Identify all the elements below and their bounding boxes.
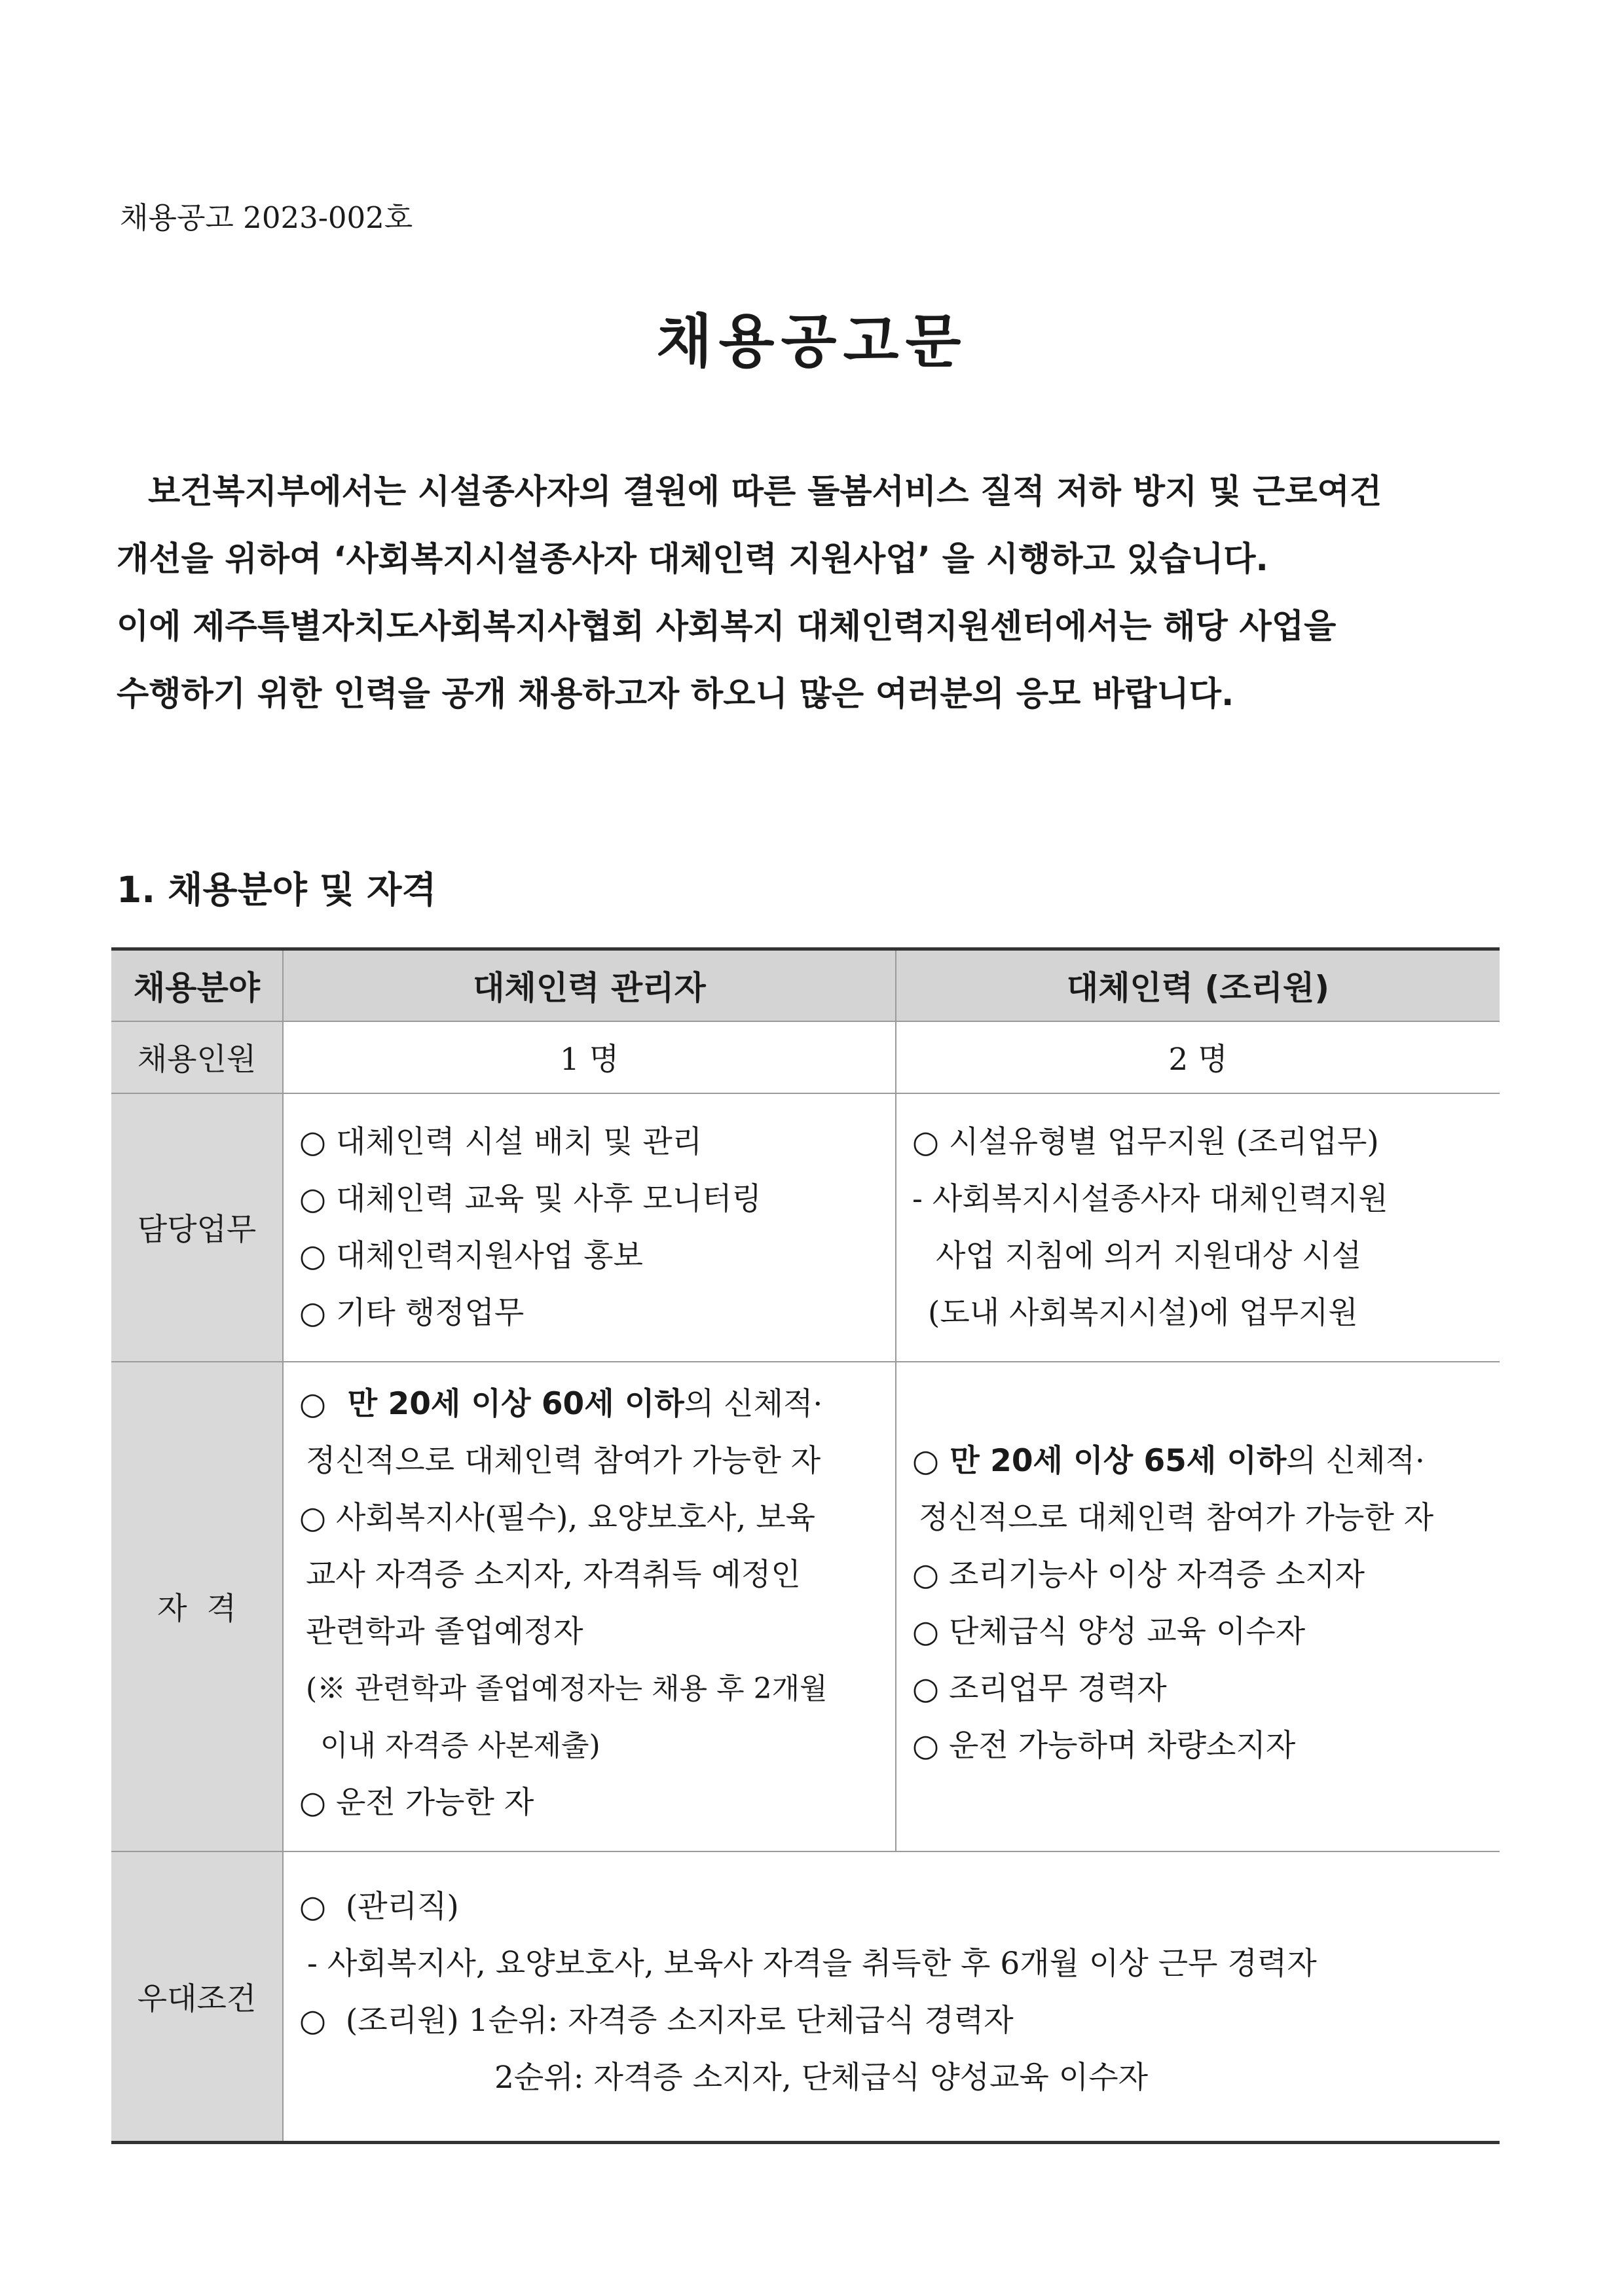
list-item: ○ 대체인력지원사업 홍보 — [299, 1237, 643, 1274]
list-item: ○ 조리기능사 이상 자격증 소지자 — [912, 1556, 1365, 1593]
age-requirement: 만 20세 이상 60세 이하 — [347, 1385, 684, 1422]
notice-number: 채용공고 2023-002호 — [120, 200, 413, 235]
intro-line: 개선을 위하여 ‘사회복지시설종사자 대체인력 지원사업’ 을 시행하고 있습니다. — [117, 540, 1268, 579]
intro-line: 수행하기 위한 인력을 공개 채용하고자 하오니 많은 여러분의 응모 바랍니다. — [117, 675, 1234, 714]
list-item: 2순위: 자격증 소지자, 단체급식 양성교육 이수자 — [494, 2059, 1149, 2096]
list-item: 이내 자격증 사본제출) — [320, 1728, 600, 1762]
list-item: ○ 운전 가능하며 차량소지자 — [912, 1727, 1296, 1764]
intro-paragraph — [117, 458, 1544, 728]
list-item: 정신적으로 대체인력 참여가 가능한 자 — [919, 1499, 1434, 1536]
list-item: - 사회복지사, 요양보호사, 보육사 자격을 취득한 후 6개월 이상 근무 경력자 — [307, 1945, 1317, 1982]
section-title: 1. 채용분야 및 자격 — [117, 869, 437, 911]
recruit-table — [111, 947, 1500, 2144]
headcount-manager: 1 명 — [283, 1021, 896, 1093]
qualification-label: 자 격 — [111, 1362, 283, 1851]
intro-line: 보건복지부에서는 시설종사자의 결원에 따른 돌봄서비스 질적 저하 방지 및 근로여건 — [148, 473, 1382, 511]
duties-cook — [896, 1093, 1500, 1362]
page-title: 채용공고문 — [656, 308, 968, 375]
list-item: 사업 지침에 의거 지원대상 시설 — [936, 1237, 1361, 1274]
header-field-label: 채용분야 — [111, 949, 283, 1021]
duties-manager — [283, 1093, 896, 1362]
list-item-text: 의 신체적· — [684, 1385, 823, 1422]
preference-label: 우대조건 — [111, 1851, 283, 2143]
list-item — [912, 1432, 1500, 1489]
list-item: ○ (관리직) — [299, 1888, 459, 1925]
list-item: ○ 조리업무 경력자 — [912, 1670, 1167, 1707]
qualification-cook — [896, 1362, 1500, 1851]
bullet: ○ — [912, 1442, 950, 1479]
headcount-label: 채용인원 — [111, 1021, 283, 1093]
list-item: 관련학과 졸업예정자 — [306, 1613, 583, 1650]
table-row — [111, 1362, 1500, 1851]
header-manager: 대체인력 관리자 — [283, 949, 896, 1021]
age-requirement: 만 20세 이상 65세 이하 — [950, 1442, 1287, 1479]
table-row — [111, 1021, 1500, 1093]
list-item: ○ (조리원) 1순위: 자격증 소지자로 단체급식 경력자 — [299, 2002, 1014, 2039]
list-item: ○ 단체급식 양성 교육 이수자 — [912, 1613, 1306, 1650]
list-item: ○ 운전 가능한 자 — [299, 1784, 534, 1821]
list-item-text: 의 신체적· — [1286, 1442, 1425, 1479]
duties-label: 담당업무 — [111, 1093, 283, 1362]
bullet: ○ — [299, 1385, 348, 1422]
list-item: ○ 기타 행정업무 — [299, 1294, 525, 1331]
qualification-manager — [283, 1362, 896, 1851]
table-row — [111, 949, 1500, 1021]
list-item: (※ 관련학과 졸업예정자는 채용 후 2개월 — [306, 1671, 828, 1705]
table-row — [111, 1093, 1500, 1362]
list-item: (도내 사회복지시설)에 업무지원 — [928, 1294, 1358, 1331]
intro-line: 이에 제주특별자치도사회복지사협회 사회복지 대체인력지원센터에서는 해당 사업을 — [117, 608, 1337, 646]
list-item: 정신적으로 대체인력 참여가 가능한 자 — [306, 1442, 821, 1479]
list-item: ○ 대체인력 교육 및 사후 모니터링 — [299, 1180, 762, 1217]
list-item: ○ 사회복지사(필수), 요양보호사, 보육 — [299, 1499, 816, 1536]
list-item: ○ 시설유형별 업무지원 (조리업무) — [912, 1123, 1379, 1160]
preference-content — [283, 1851, 1500, 2143]
headcount-cook: 2 명 — [896, 1021, 1500, 1093]
header-cook: 대체인력 (조리원) — [896, 949, 1500, 1021]
list-item: ○ 대체인력 시설 배치 및 관리 — [299, 1123, 703, 1160]
list-item: - 사회복지시설종사자 대체인력지원 — [912, 1180, 1388, 1217]
list-item: 교사 자격증 소지자, 자격취득 예정인 — [306, 1556, 801, 1593]
table-row — [111, 1851, 1500, 2143]
list-item — [299, 1376, 895, 1432]
